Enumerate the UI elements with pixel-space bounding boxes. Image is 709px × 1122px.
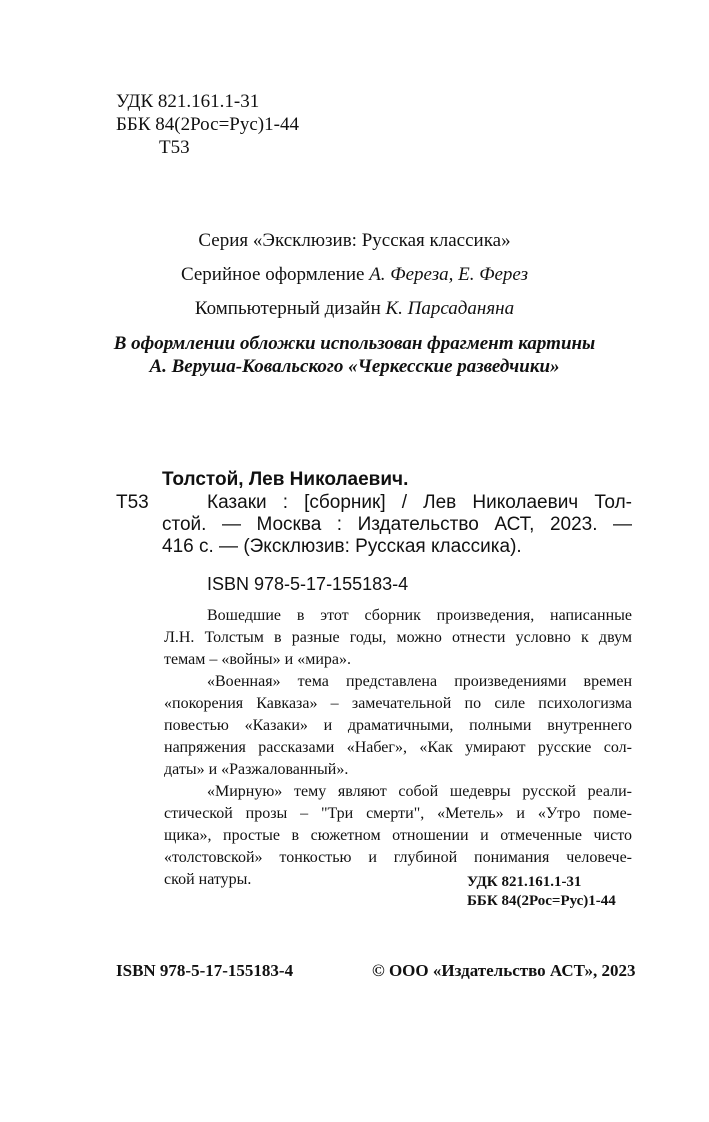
annotation-p2-line-1: «Военная» тема представлена произведениями времен [207, 673, 632, 690]
author-mark: Т53 [159, 137, 190, 158]
serial-design-label: Серийное оформление [180, 264, 370, 285]
annotation-p1-line-2: Л.Н. Толстым в разные годы, можно отнести условно к двум [164, 629, 632, 646]
annotation-p3-line-4: «толстовской» тонкостью и глубиной понимания человече- [164, 849, 632, 866]
annotation-p1-line-1: Вошедшие в этот сборник произведения, написанные [207, 607, 632, 624]
footer-copyright: © ООО «Издательство АСТ», 2023 [372, 961, 636, 980]
annotation-p1-line-3: темам – «войны» и «мира». [164, 651, 352, 668]
annotation-p2-line-4: напряжения рассказами «Набег», «Как умирают русские сол- [164, 739, 632, 756]
udk-code: УДК 821.161.1-31 [116, 91, 260, 112]
annotation-p3-line-2: стической прозы – "Три смерти", «Метель» и «Утро поме- [164, 805, 632, 822]
classification-codes-top [116, 90, 299, 159]
computer-design-label: Компьютерный дизайн [194, 298, 386, 319]
entry-line-3: 416 с. — (Эксклюзив: Русская классика). [162, 536, 522, 557]
cover-note-line-2: А. Веруша-Ковальского «Черкесские разведчики» [149, 356, 560, 377]
annotation-p3-line-5: ской натуры. [164, 871, 252, 888]
serial-design-names: А. Фереза, Е. Ферез [369, 264, 529, 285]
serial-design-line [0, 264, 709, 286]
bibliographic-entry [162, 492, 632, 558]
cover-note-line-1: В оформлении обложки использован фрагмент картины [113, 333, 596, 354]
classification-codes-bottom [467, 873, 616, 911]
isbn-entry: ISBN 978-5-17-155183-4 [207, 574, 409, 594]
annotation-p3-line-1: «Мирную» тему являют собой шедевры русской реали- [207, 783, 632, 800]
annotation-p3-line-3: щика», простые в сюжетном отношении и отмеченные чисто [164, 827, 632, 844]
computer-design-line [0, 298, 709, 320]
annotation [164, 605, 632, 891]
annotation-p2-line-5: даты» и «Разжалованный». [164, 761, 349, 778]
bbk-code: ББК 84(2Рос=Рус)1-44 [116, 114, 299, 135]
entry-line-2: стой. — Москва : Издательство АСТ, 2023. — [162, 514, 632, 535]
entry-line-1: Казаки : [сборник] / Лев Николаевич Тол- [207, 492, 632, 513]
footer-isbn: ISBN 978-5-17-155183-4 [116, 961, 294, 980]
bbk-code-bottom: ББК 84(2Рос=Рус)1-44 [467, 893, 616, 909]
udk-code-bottom: УДК 821.161.1-31 [467, 874, 582, 890]
annotation-p2-line-3: повестью «Казаки» и драматичными, полными внутреннего [164, 717, 632, 734]
author-heading: Толстой, Лев Николаевич. [162, 469, 409, 490]
computer-design-name: К. Парсаданяна [385, 298, 515, 319]
series-line: Серия «Эксклюзив: Русская классика» [198, 230, 511, 251]
annotation-p2-line-2: «покорения Кавказа» – замечательной по силе психологизма [164, 695, 632, 712]
record-code: Т53 [116, 492, 149, 513]
